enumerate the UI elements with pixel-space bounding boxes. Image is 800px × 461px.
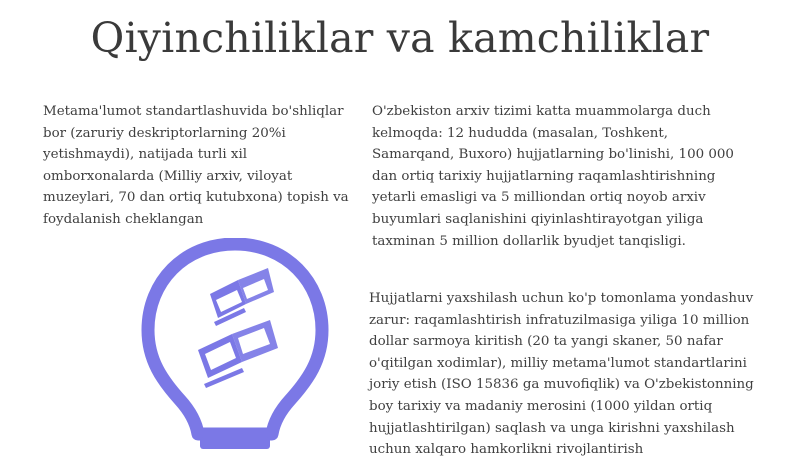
paragraph-improvement-approach: Hujjatlarni yaxshilash uchun ko'p tomonlama yondashuv zarur: raqamlashtirish infratuzilmasiga yiliga 10 million dollar sarmoya kiritish (20 ta yangi skaner, 50 nafar o'qitilgan xodimlar), milliy metama'lumot standartlarini joriy etish (ISO 15836 ga muvofiqlik) va O'zbekistonning boy tarixiy va madaniy merosini (1000 yildan ortiq hujjatlashtirilgan) saqlash va unga kirishni yaxshilash uchun xalqaro hamkorlikni rivojlantirish: [369, 291, 754, 458]
slide-title: Qiyinchiliklar va kamchiliklar: [90, 14, 710, 62]
paragraph-archive-problems: O'zbekiston arxiv tizimi katta muammolarga duch kelmoqda: 12 hududda (masalan, Toshkent, Samarqand, Buxoro) hujjatlarning bo'linishi, 100 000 dan ortiq tarixiy hujjatlarning raqamlashtirishning yetarli emasligi va 5 milliondan ortiq noyob arxiv buyumlari saqlanishini qiyinlashtirayotgan yiliga taxminan 5 million dollarlik byudjet tanqisligi.: [372, 104, 734, 249]
paragraph-metadata-gaps: Metama'lumot standartlashuvida bo'shliqlar bor (zaruriy deskriptorlarning 20%i yetishmaydi), natijada turli xil omborxonalarda (Milliy arxiv, viloyat muzeylari, 70 dan ortiq kutubxona) topish va foydalanish cheklangan: [43, 104, 349, 227]
lightbulb-book-icon: [140, 238, 330, 449]
